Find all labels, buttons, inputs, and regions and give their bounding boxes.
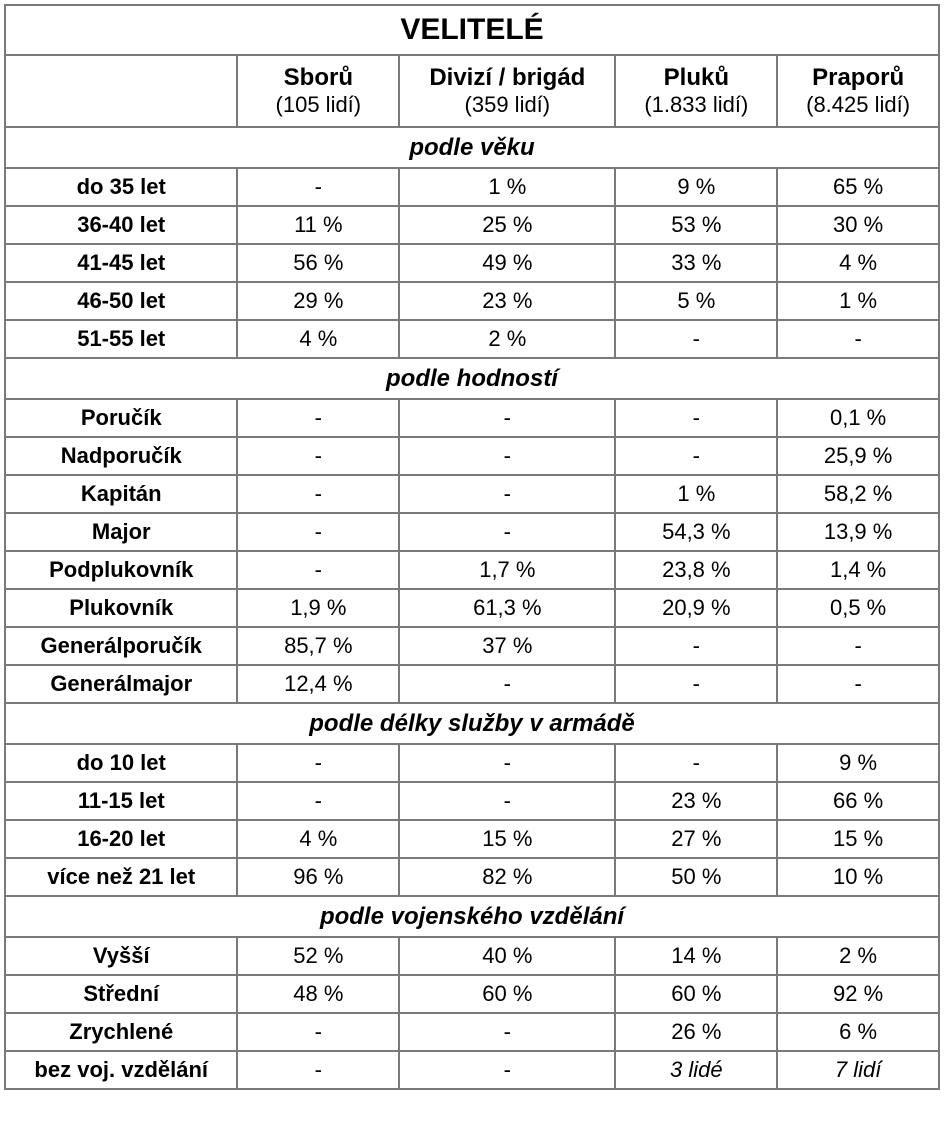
table-cell: 2 %: [778, 938, 938, 974]
table-row: [6, 1014, 938, 1050]
row-label: Podplukovník: [6, 552, 236, 588]
table-cell: 66 %: [778, 783, 938, 819]
row-label: Poručík: [6, 400, 236, 436]
table-cell: -: [616, 321, 776, 357]
column-header-name: Sborů: [283, 64, 353, 91]
section-row: [6, 704, 938, 743]
table-cell: -: [778, 321, 938, 357]
table-cell: -: [238, 783, 398, 819]
header-corner-cell: [6, 56, 236, 126]
table-cell: 14 %: [616, 938, 776, 974]
table-cell: 25 %: [400, 207, 614, 243]
table-cell: 40 %: [400, 938, 614, 974]
table-cell: 96 %: [238, 859, 398, 895]
table-row: [6, 745, 938, 781]
table-row: [6, 438, 938, 474]
table-cell: 4 %: [238, 821, 398, 857]
row-label: 41-45 let: [6, 245, 236, 281]
table-cell: 65 %: [778, 169, 938, 205]
table-cell: 11 %: [238, 207, 398, 243]
table-cell: 9 %: [778, 745, 938, 781]
table-cell: 48 %: [238, 976, 398, 1012]
table-cell: -: [400, 1014, 614, 1050]
row-label: Zrychlené: [6, 1014, 236, 1050]
table-cell: -: [238, 1052, 398, 1088]
table-row: [6, 938, 938, 974]
table-cell: -: [778, 666, 938, 702]
section-row: [6, 359, 938, 398]
table-cell: 29 %: [238, 283, 398, 319]
table-cell: 1,9 %: [238, 590, 398, 626]
table-cell: -: [400, 745, 614, 781]
table-cell: 37 %: [400, 628, 614, 664]
table-row: [6, 476, 938, 512]
column-header-count: (8.425 lidí): [806, 92, 911, 117]
table-row: [6, 976, 938, 1012]
table-row: [6, 552, 938, 588]
row-label: více než 21 let: [6, 859, 236, 895]
table-cell: -: [616, 666, 776, 702]
table-cell: -: [238, 400, 398, 436]
table-cell: 6 %: [778, 1014, 938, 1050]
table-title: VELITELÉ: [6, 6, 938, 54]
row-label: 46-50 let: [6, 283, 236, 319]
table-row: [6, 514, 938, 550]
row-label: Plukovník: [6, 590, 236, 626]
table-cell: 23,8 %: [616, 552, 776, 588]
table-cell: -: [238, 169, 398, 205]
table-cell: 15 %: [778, 821, 938, 857]
table-row: [6, 1052, 938, 1088]
section-row: [6, 128, 938, 167]
table-cell: 1,4 %: [778, 552, 938, 588]
table-cell: -: [238, 476, 398, 512]
section-title: podle délky služby v armádě: [6, 704, 938, 743]
section-title: podle hodností: [6, 359, 938, 398]
row-label: 16-20 let: [6, 821, 236, 857]
table-cell: -: [400, 666, 614, 702]
title-row: [6, 6, 938, 54]
row-label: 36-40 let: [6, 207, 236, 243]
table-cell: 1 %: [400, 169, 614, 205]
table-cell: 1,7 %: [400, 552, 614, 588]
table-row: [6, 666, 938, 702]
table-row: [6, 283, 938, 319]
table-cell: -: [400, 514, 614, 550]
header-row: [6, 56, 938, 126]
table-cell: -: [238, 1014, 398, 1050]
table-cell: 26 %: [616, 1014, 776, 1050]
row-label: do 35 let: [6, 169, 236, 205]
table-cell: 52 %: [238, 938, 398, 974]
commanders-table: [4, 4, 940, 1090]
table-row: [6, 859, 938, 895]
table-cell: 60 %: [400, 976, 614, 1012]
section-row: [6, 897, 938, 936]
table-row: [6, 169, 938, 205]
table-cell: -: [400, 400, 614, 436]
table-cell: 1 %: [616, 476, 776, 512]
table-cell: -: [238, 438, 398, 474]
table-cell: 85,7 %: [238, 628, 398, 664]
table-cell: 4 %: [778, 245, 938, 281]
table-body: [6, 6, 938, 1088]
table-cell: 10 %: [778, 859, 938, 895]
column-header-count: (359 lidí): [464, 92, 551, 117]
table-cell: 7 lidí: [778, 1052, 938, 1088]
table-cell: 0,5 %: [778, 590, 938, 626]
table-cell: -: [400, 476, 614, 512]
table-cell: 3 lidé: [616, 1052, 776, 1088]
column-header-regiments: [616, 56, 776, 126]
column-header-name: Pluků: [663, 64, 730, 91]
table-cell: 50 %: [616, 859, 776, 895]
table-cell: 92 %: [778, 976, 938, 1012]
row-label: Nadporučík: [6, 438, 236, 474]
table-cell: 56 %: [238, 245, 398, 281]
table-cell: 82 %: [400, 859, 614, 895]
table-cell: 27 %: [616, 821, 776, 857]
column-header-count: (105 lidí): [275, 92, 362, 117]
table-cell: -: [238, 552, 398, 588]
table-row: [6, 245, 938, 281]
table-row: [6, 821, 938, 857]
table-cell: 30 %: [778, 207, 938, 243]
table-row: [6, 321, 938, 357]
table-cell: -: [400, 438, 614, 474]
table-row: [6, 400, 938, 436]
table-cell: -: [616, 400, 776, 436]
table-row: [6, 783, 938, 819]
table-cell: -: [616, 745, 776, 781]
column-header-count: (1.833 lidí): [644, 92, 749, 117]
row-label: bez voj. vzdělání: [6, 1052, 236, 1088]
table-cell: 9 %: [616, 169, 776, 205]
table-cell: 61,3 %: [400, 590, 614, 626]
table-cell: 15 %: [400, 821, 614, 857]
table-cell: 1 %: [778, 283, 938, 319]
column-header-name: Divizí / brigád: [429, 64, 586, 91]
table-cell: 4 %: [238, 321, 398, 357]
row-label: do 10 let: [6, 745, 236, 781]
table-cell: 0,1 %: [778, 400, 938, 436]
table-cell: -: [238, 745, 398, 781]
table-cell: -: [778, 628, 938, 664]
table-cell: -: [400, 1052, 614, 1088]
table-cell: 20,9 %: [616, 590, 776, 626]
table-cell: 2 %: [400, 321, 614, 357]
table-cell: 23 %: [400, 283, 614, 319]
table-cell: 58,2 %: [778, 476, 938, 512]
row-label: Generálporučík: [6, 628, 236, 664]
table-cell: 60 %: [616, 976, 776, 1012]
column-header-divisions: [400, 56, 614, 126]
table-cell: 25,9 %: [778, 438, 938, 474]
table-cell: -: [400, 783, 614, 819]
table-cell: 13,9 %: [778, 514, 938, 550]
table-cell: 49 %: [400, 245, 614, 281]
row-label: Vyšší: [6, 938, 236, 974]
row-label: 11-15 let: [6, 783, 236, 819]
table-cell: -: [616, 628, 776, 664]
table-cell: 12,4 %: [238, 666, 398, 702]
table-cell: 54,3 %: [616, 514, 776, 550]
row-label: Střední: [6, 976, 236, 1012]
row-label: Kapitán: [6, 476, 236, 512]
table-cell: -: [238, 514, 398, 550]
table-cell: 23 %: [616, 783, 776, 819]
table-row: [6, 590, 938, 626]
table-cell: 53 %: [616, 207, 776, 243]
commanders-table-container: [4, 4, 940, 1090]
table-row: [6, 628, 938, 664]
column-header-name: Praporů: [812, 64, 905, 91]
table-cell: 33 %: [616, 245, 776, 281]
section-title: podle vojenského vzdělání: [6, 897, 938, 936]
table-cell: -: [616, 438, 776, 474]
column-header-battalions: [778, 56, 938, 126]
row-label: Major: [6, 514, 236, 550]
column-header-corps: [238, 56, 398, 126]
table-cell: 5 %: [616, 283, 776, 319]
row-label: Generálmajor: [6, 666, 236, 702]
table-row: [6, 207, 938, 243]
section-title: podle věku: [6, 128, 938, 167]
row-label: 51-55 let: [6, 321, 236, 357]
